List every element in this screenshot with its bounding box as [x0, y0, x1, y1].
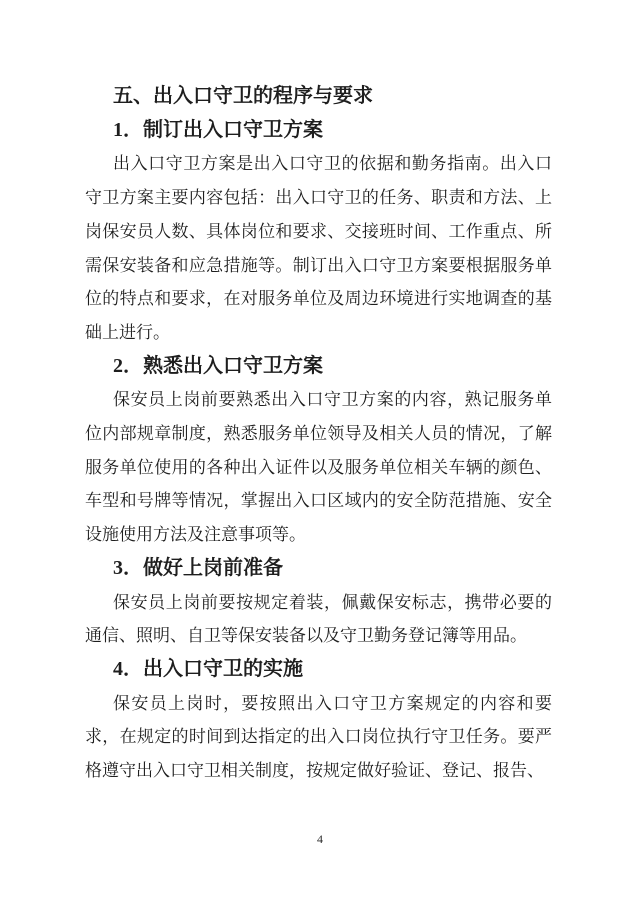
section-1-paragraph: 出入口守卫方案是出入口守卫的依据和勤务指南。出入口守卫方案主要内容包括：出入口守卫的任务、职责和方法、上岗保安员人数、具体岗位和要求、交接班时间、工作重点、所需保安装备和应急措施等。制订出入口守卫方案要根据服务单位的特点和要求，在对服务单位及周边环境进行实地调查的基础上进行。 — [85, 154, 552, 342]
section-3-paragraph: 保安员上岗前要按规定着装，佩戴保安标志，携带必要的通信、照明、自卫等保安装备以及守卫勤务登记簿等用品。 — [85, 592, 552, 646]
section-4 — [85, 653, 552, 788]
section-2-paragraph: 保安员上岗前要熟悉出入口守卫方案的内容，熟记服务单位内部规章制度，熟悉服务单位领导及相关人员的情况，了解服务单位使用的各种出入证件以及服务单位相关车辆的颜色、车型和号牌等情况，掌握出入口区域内的安全防范措施、安全设施使用方法及注意事项等。 — [85, 390, 552, 545]
section-2-heading: 2．熟悉出入口守卫方案 — [113, 354, 323, 377]
section-4-paragraph: 保安员上岗时，要按照出入口守卫方案规定的内容和要求，在规定的时间到达指定的出入口岗位执行守卫任务。要严格遵守出入口守卫相关制度，按规定做好验证、登记、报告、 — [85, 693, 552, 781]
document-content — [85, 80, 552, 788]
section-1-heading: 1．制订出入口守卫方案 — [113, 118, 323, 141]
section-4-heading: 4．出入口守卫的实施 — [113, 657, 303, 680]
section-1 — [85, 114, 552, 350]
page-number: 4 — [317, 832, 323, 846]
section-2 — [85, 350, 552, 552]
section-3-heading: 3．做好上岗前准备 — [113, 556, 283, 579]
chapter-title: 五、出入口守卫的程序与要求 — [113, 85, 373, 107]
section-3 — [85, 552, 552, 653]
